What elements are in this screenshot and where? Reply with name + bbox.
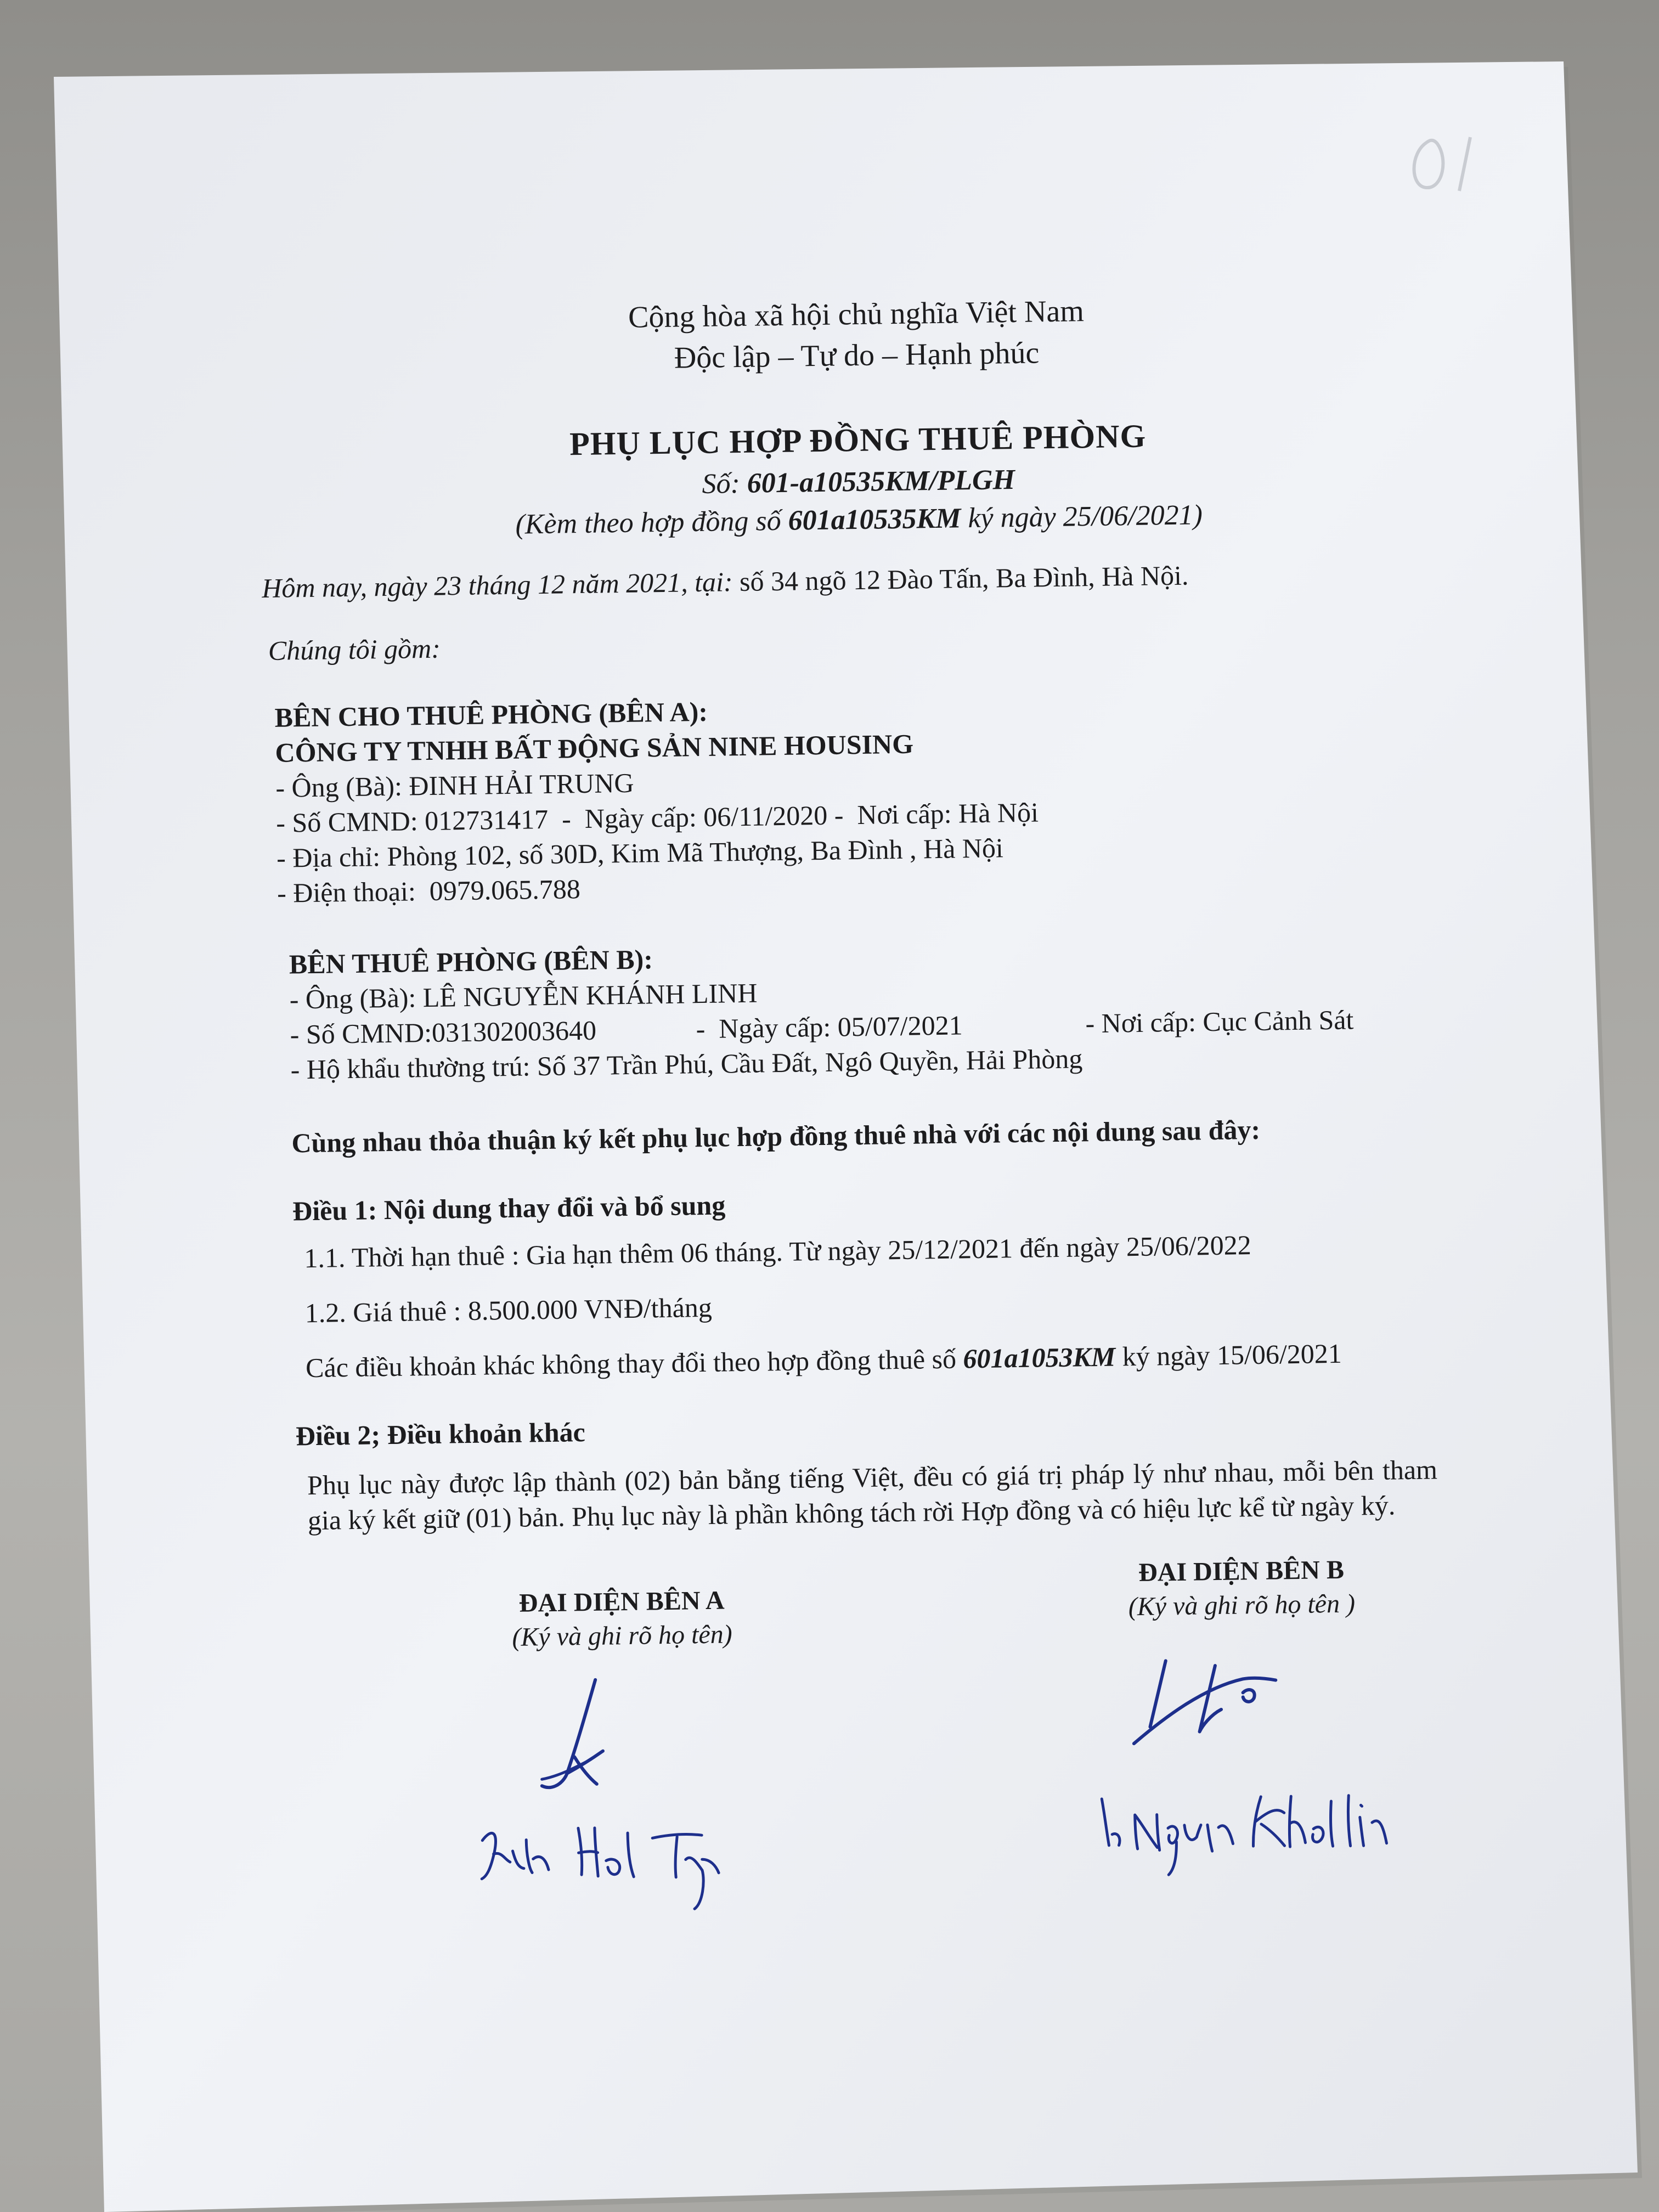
greeting: Chúng tôi gồm: <box>268 633 441 667</box>
document-title: PHỤ LỤC HỢP ĐỒNG THUÊ PHÒNG <box>569 418 1147 462</box>
signature-a-title: ĐẠI DIỆN BÊN A <box>518 1585 725 1618</box>
other-terms-suffix: ký ngày 15/06/2021 <box>1115 1338 1342 1372</box>
other-terms-contract: 601a1053KM <box>963 1341 1116 1374</box>
intro-date-place <box>262 555 1458 605</box>
party-b-representative: - Ông (Bà): LÊ NGUYỄN KHÁNH LINH <box>289 977 758 1015</box>
party-b-id-card: - Số CMND:031302003640 <box>290 1014 597 1050</box>
party-b-id-date: - Ngày cấp: 05/07/2021 <box>696 1009 963 1045</box>
article-1-term: 1.1. Thời hạn thuê : Gia hạn thêm 06 tháng. Từ ngày 25/12/2021 đến ngày 25/06/2022 <box>303 1229 1252 1274</box>
agreement-statement: Cùng nhau thỏa thuận ký kết phụ lục hợp đồng thuê nhà với các nội dung sau đây: <box>291 1114 1261 1159</box>
attach-contract-number: 601a10535KM <box>788 503 961 537</box>
attach-suffix: ký ngày 25/06/2021) <box>961 499 1203 534</box>
article-2-heading: Điều 2; Điều khoản khác <box>295 1417 586 1452</box>
article-1-other-terms <box>273 1335 1469 1385</box>
article-1-heading: Điều 1: Nội dung thay đổi và bổ sung <box>292 1189 726 1227</box>
party-b-residence: - Hộ khẩu thường trú: Số 37 Trần Phú, Cầu Đất, Ngô Quyền, Hải Phòng <box>290 1043 1083 1085</box>
signature-block-party-a <box>413 1583 831 1655</box>
document-number-value: 601-a10535KM/PLGH <box>747 464 1015 500</box>
party-a-address: - Địa chỉ: Phòng 102, số 30D, Kim Mã Thượng, Ba Đình , Hà Nội <box>276 832 1004 873</box>
intro-place: số 34 ngõ 12 Đào Tấn, Ba Đình, Hà Nội. <box>739 560 1189 597</box>
signature-b-title: ĐẠI DIỆN BÊN B <box>1138 1555 1345 1588</box>
party-a-id-card: - Số CMND: 012731417 - Ngày cấp: 06/11/2020 - Nơi cấp: Hà Nội <box>275 797 1039 839</box>
party-b-heading: BÊN THUÊ PHÒNG (BÊN B): <box>289 944 653 980</box>
signature-block-party-b <box>1032 1553 1451 1624</box>
article-1-price: 1.2. Giá thuê : 8.500.000 VNĐ/tháng <box>304 1291 713 1329</box>
party-a-representative: - Ông (Bà): ĐINH HẢI TRUNG <box>275 767 634 804</box>
party-b-id-place: - Nơi cấp: Cục Cảnh Sát <box>1085 1004 1354 1039</box>
national-motto: Độc lập – Tự do – Hạnh phúc <box>674 336 1040 375</box>
page-number-mark <box>1404 126 1503 206</box>
intro-date: Hôm nay, ngày 23 tháng 12 năm 2021, tại: <box>261 566 740 604</box>
signature-a-note: (Ký và ghi rõ họ tên) <box>512 1620 733 1652</box>
national-name: Cộng hòa xã hội chủ nghĩa Việt Nam <box>628 294 1085 335</box>
signature-b-note: (Ký và ghi rõ họ tên ) <box>1128 1589 1356 1622</box>
article-2-text: Phụ lục này được lập thành (02) bản bằng tiếng Việt, đều có giá trị pháp lý như nhau, mỗi bên tham gia ký kết giữ (01) bản. Phụ lục này là phần không tách rời Hợp đồng và có hiệu lực kể từ ngày ký. <box>307 1454 1438 1536</box>
signature-a-handwriting <box>458 1661 791 1917</box>
party-a-phone: - Điện thoại: 0979.065.788 <box>276 873 581 909</box>
signature-b-handwriting <box>1077 1630 1410 1887</box>
document-number-prefix: Số: <box>702 468 748 500</box>
document-body <box>258 288 1477 1986</box>
party-a-heading: BÊN CHO THUÊ PHÒNG (BÊN A): <box>274 696 708 733</box>
attach-prefix: (Kèm theo hợp đồng số <box>515 505 788 540</box>
other-terms-prefix: Các điều khoản khác không thay đổi theo hợp đồng thuê số <box>305 1343 963 1384</box>
party-a-company: CÔNG TY TNHH BẤT ĐỘNG SẢN NINE HOUSING <box>275 728 914 769</box>
signature-section <box>275 1553 1477 1986</box>
